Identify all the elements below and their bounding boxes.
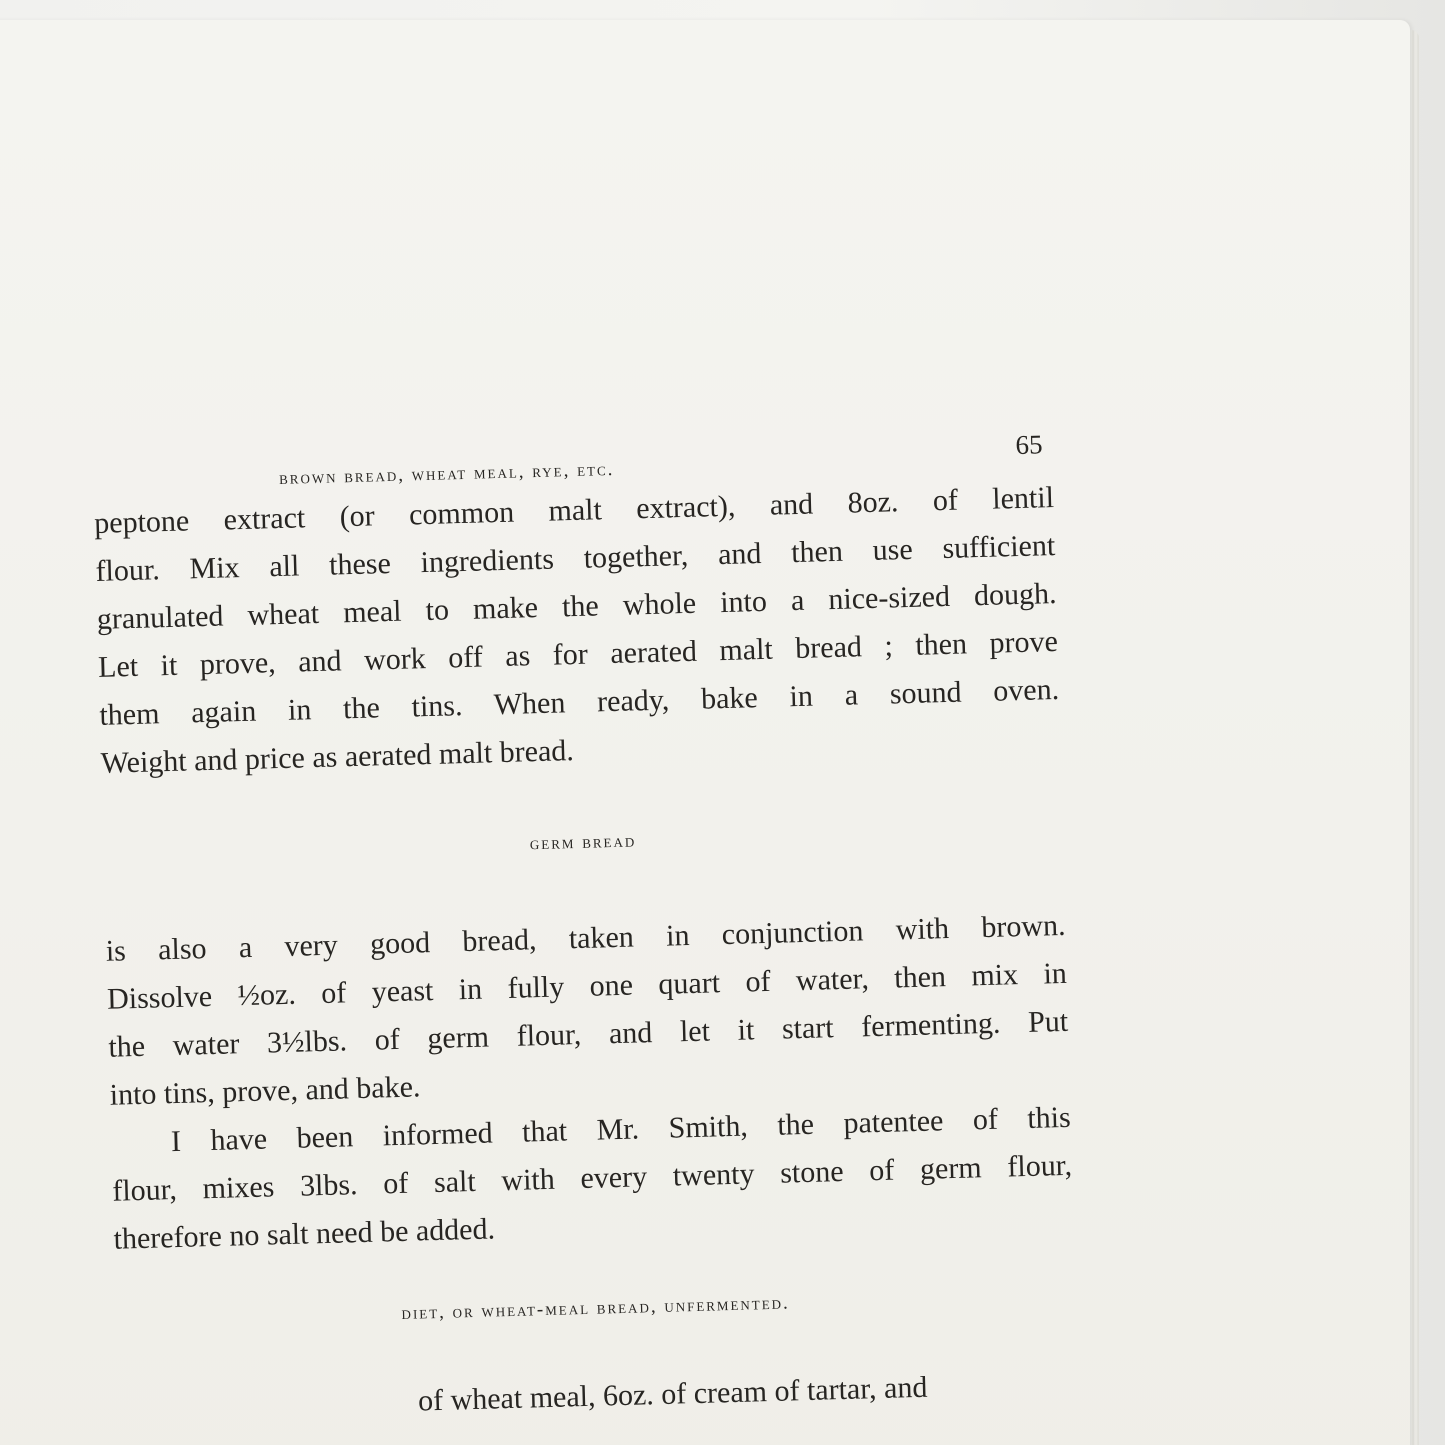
text-line: of wheat meal, 6oz. of cream of tartar, and [417,1370,928,1418]
text-line: peptone extract (or common malt extract), and 8oz. of lentil [93,481,1055,540]
page-text-block [92,414,1079,1434]
text-line: flour. Mix all these ingredients together, and then use sufficient [95,528,1056,588]
text-line: granulated wheat meal to make the whole into a nice-sized dough. [96,576,1057,636]
running-head-title: brown bread, wheat meal, rye, etc. [278,458,615,489]
text-line: Dissolve ½oz. of yeast in fully one quart of water, then mix in [106,956,1068,1016]
text-line: flour, mixes 3lbs. of salt with every twenty stone of germ flour, [111,1148,1073,1208]
text-line: Let it prove, and work off as for aerated malt bread ; then prove [97,624,1059,684]
paragraph-lentil-bread [94,474,1061,788]
text-line: the water 3½lbs. of germ flour, and let it start fermenting. Put [107,1004,1069,1064]
text-line: I have been informed that Mr. Smith, the patentee of this [170,1100,1072,1159]
text-line: them again in the tins. When ready, bake in a sound oven. [99,672,1060,732]
section-heading-diet-bread: diet, or wheat-meal bread, unfermented. [401,1292,791,1324]
paragraph-germ-flour-salt [110,1094,1074,1264]
paragraph-germ-bread [105,902,1070,1120]
text-line: therefore no salt need be added. [113,1212,496,1256]
text-line: Weight and price as aerated malt bread. [100,734,575,780]
text-line: into tins, prove, and bake. [109,1070,421,1112]
section-heading-germ-bread: germ bread [529,830,637,855]
page-number: 65 [1015,429,1043,461]
text-line: is also a very good bread, taken in conjunction with brown. [105,908,1066,968]
